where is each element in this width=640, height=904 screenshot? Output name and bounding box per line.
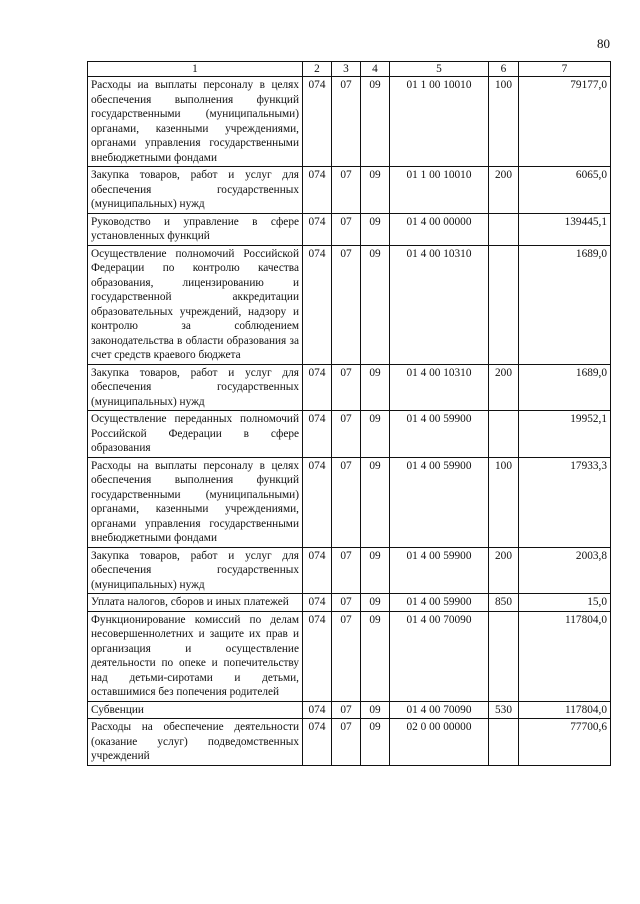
- budget-table: [87, 61, 611, 766]
- section-code-cell: 07: [332, 701, 361, 719]
- section-code-cell: 07: [332, 611, 361, 701]
- target-article-cell: 01 1 00 10010: [390, 77, 489, 167]
- ministry-code-cell: 074: [303, 594, 332, 612]
- table-row: [88, 701, 611, 719]
- row-name-cell: Функционирование комиссий по делам несовершеннолетних и защите их прав и организация и осуществление деятельности по опеке и попечительству над детьми-сиротами и детьми, оставшимися без попечения родителей: [88, 611, 303, 701]
- subsection-code-cell: 09: [361, 719, 390, 766]
- expense-type-cell: [489, 213, 519, 245]
- row-name-cell: Закупка товаров, работ и услуг для обеспечения государственных (муниципальных) нужд: [88, 547, 303, 594]
- section-code-cell: 07: [332, 77, 361, 167]
- table-row: [88, 77, 611, 167]
- amount-cell: 77700,6: [519, 719, 611, 766]
- column-header-1: 1: [88, 62, 303, 77]
- ministry-code-cell: 074: [303, 457, 332, 547]
- target-article-cell: 01 4 00 10310: [390, 245, 489, 364]
- target-article-cell: 01 4 00 00000: [390, 213, 489, 245]
- amount-cell: 15,0: [519, 594, 611, 612]
- column-header-7: 7: [519, 62, 611, 77]
- expense-type-cell: 200: [489, 167, 519, 214]
- amount-cell: 139445,1: [519, 213, 611, 245]
- subsection-code-cell: 09: [361, 213, 390, 245]
- section-code-cell: 07: [332, 457, 361, 547]
- row-name-cell: Расходы иа выплаты персоналу в целях обеспечения выполнения функций государственными (муниципальными) органами, казенными учреждениями, органами управления государственными внебюджетными фондами: [88, 77, 303, 167]
- target-article-cell: 01 4 00 59900: [390, 594, 489, 612]
- target-article-cell: 01 4 00 59900: [390, 411, 489, 458]
- target-article-cell: 01 4 00 70090: [390, 611, 489, 701]
- subsection-code-cell: 09: [361, 77, 390, 167]
- expense-type-cell: 530: [489, 701, 519, 719]
- row-name-cell: Руководство и управление в сфере установленных функций: [88, 213, 303, 245]
- row-name-cell: Закупка товаров, работ и услуг для обеспечения государственных (муниципальных) нужд: [88, 167, 303, 214]
- subsection-code-cell: 09: [361, 167, 390, 214]
- table-row: [88, 411, 611, 458]
- column-header-4: 4: [361, 62, 390, 77]
- table-row: [88, 364, 611, 411]
- amount-cell: 1689,0: [519, 364, 611, 411]
- ministry-code-cell: 074: [303, 364, 332, 411]
- target-article-cell: 01 4 00 70090: [390, 701, 489, 719]
- ministry-code-cell: 074: [303, 213, 332, 245]
- expense-type-cell: 200: [489, 364, 519, 411]
- ministry-code-cell: 074: [303, 701, 332, 719]
- section-code-cell: 07: [332, 364, 361, 411]
- column-header-6: 6: [489, 62, 519, 77]
- expense-type-cell: [489, 411, 519, 458]
- table-row: [88, 167, 611, 214]
- table-row: [88, 245, 611, 364]
- amount-cell: 2003,8: [519, 547, 611, 594]
- ministry-code-cell: 074: [303, 77, 332, 167]
- section-code-cell: 07: [332, 547, 361, 594]
- subsection-code-cell: 09: [361, 611, 390, 701]
- expense-type-cell: 200: [489, 547, 519, 594]
- column-header-5: 5: [390, 62, 489, 77]
- ministry-code-cell: 074: [303, 411, 332, 458]
- section-code-cell: 07: [332, 167, 361, 214]
- expense-type-cell: 850: [489, 594, 519, 612]
- ministry-code-cell: 074: [303, 719, 332, 766]
- row-name-cell: Субвенции: [88, 701, 303, 719]
- amount-cell: 17933,3: [519, 457, 611, 547]
- expense-type-cell: [489, 245, 519, 364]
- table-body: [88, 77, 611, 766]
- amount-cell: 117804,0: [519, 701, 611, 719]
- section-code-cell: 07: [332, 719, 361, 766]
- section-code-cell: 07: [332, 245, 361, 364]
- subsection-code-cell: 09: [361, 701, 390, 719]
- amount-cell: 1689,0: [519, 245, 611, 364]
- amount-cell: 79177,0: [519, 77, 611, 167]
- subsection-code-cell: 09: [361, 245, 390, 364]
- row-name-cell: Осуществление переданных полномочий Российской Федерации в сфере образования: [88, 411, 303, 458]
- row-name-cell: Расходы на выплаты персоналу в целях обеспечения выполнения функций государственными (муниципальными) органами, казенными учреждениями, органами управления государственными внебюджетными фондами: [88, 457, 303, 547]
- page-number: 80: [597, 36, 610, 51]
- amount-cell: 6065,0: [519, 167, 611, 214]
- expense-type-cell: [489, 611, 519, 701]
- table-row: [88, 719, 611, 766]
- target-article-cell: 01 1 00 10010: [390, 167, 489, 214]
- table-header-row: [88, 62, 611, 77]
- column-header-3: 3: [332, 62, 361, 77]
- row-name-cell: Осуществление полномочий Российской Федерации по контролю качества образования, лицензированию и государственной аккредитации образовательных учреждений, надзору и контролю за соблюдением законодательства в области образования за счет средств краевого бюджета: [88, 245, 303, 364]
- ministry-code-cell: 074: [303, 547, 332, 594]
- table-row: [88, 594, 611, 612]
- target-article-cell: 01 4 00 59900: [390, 547, 489, 594]
- table-row: [88, 611, 611, 701]
- section-code-cell: 07: [332, 213, 361, 245]
- amount-cell: 117804,0: [519, 611, 611, 701]
- row-name-cell: Уплата налогов, сборов и иных платежей: [88, 594, 303, 612]
- target-article-cell: 02 0 00 00000: [390, 719, 489, 766]
- expense-type-cell: 100: [489, 457, 519, 547]
- table-row: [88, 547, 611, 594]
- row-name-cell: Расходы на обеспечение деятельности (оказание услуг) подведомственных учреждений: [88, 719, 303, 766]
- subsection-code-cell: 09: [361, 594, 390, 612]
- expense-type-cell: [489, 719, 519, 766]
- row-name-cell: Закупка товаров, работ и услуг для обеспечения государственных (муниципальных) нужд: [88, 364, 303, 411]
- ministry-code-cell: 074: [303, 245, 332, 364]
- column-header-2: 2: [303, 62, 332, 77]
- subsection-code-cell: 09: [361, 457, 390, 547]
- table-row: [88, 213, 611, 245]
- subsection-code-cell: 09: [361, 547, 390, 594]
- subsection-code-cell: 09: [361, 411, 390, 458]
- amount-cell: 19952,1: [519, 411, 611, 458]
- section-code-cell: 07: [332, 411, 361, 458]
- ministry-code-cell: 074: [303, 611, 332, 701]
- section-code-cell: 07: [332, 594, 361, 612]
- ministry-code-cell: 074: [303, 167, 332, 214]
- subsection-code-cell: 09: [361, 364, 390, 411]
- table-row: [88, 457, 611, 547]
- target-article-cell: 01 4 00 59900: [390, 457, 489, 547]
- target-article-cell: 01 4 00 10310: [390, 364, 489, 411]
- expense-type-cell: 100: [489, 77, 519, 167]
